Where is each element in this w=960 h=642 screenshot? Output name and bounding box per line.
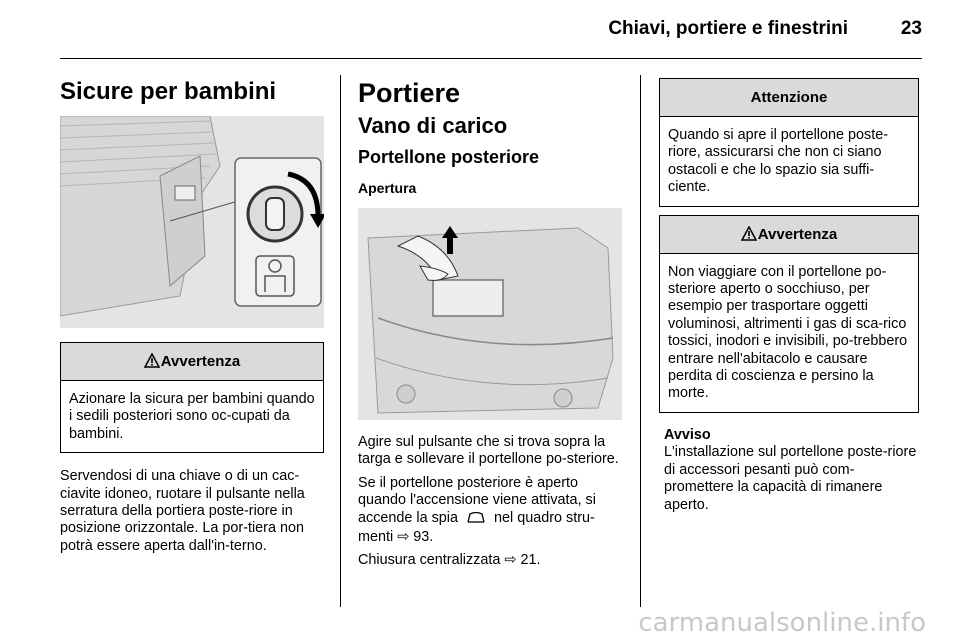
attention-box (659, 78, 919, 207)
warning-text: Non viaggiare con il portellone po-steriore aperto o socchiuso, per esempio per trasportare oggetti voluminosi, altrimenti i gas di sca-rico tossici, inodori e invisibili, po-trebbero entrare nell'abitacolo e causare perdita di coscienza e persino la morte. (668, 263, 908, 402)
section-heading: Portiere (358, 78, 461, 108)
page-number: 23 (900, 18, 922, 39)
attention-box-header: Attenzione (660, 79, 918, 117)
minor-heading: Apertura (358, 180, 417, 196)
page-header-title: Chiavi, portiere e finestrini (608, 18, 848, 39)
page-ref-icon: ⇨ (504, 552, 517, 569)
warning-box-header (61, 343, 323, 381)
warning-text: Azionare la sicura per bambini quando i sedili posteriori sono oc-cupati da bambini. (69, 391, 315, 442)
warning-box-header (660, 216, 918, 254)
page-ref[interactable]: 93. (413, 529, 434, 546)
body-text: Chiusura centralizzata (358, 552, 501, 569)
left-column (60, 70, 324, 561)
tailgate-illustration (358, 208, 622, 420)
subsubsection-heading: Portellone posteriore (358, 147, 540, 167)
warning-triangle-icon (144, 345, 160, 382)
body-paragraph-warning-light (358, 475, 622, 547)
page-ref[interactable]: 21. (520, 552, 541, 569)
tailgate-drawing (358, 208, 622, 420)
warning-box (60, 342, 324, 453)
column-divider (340, 75, 341, 607)
warning-box-title: Avvertenza (757, 225, 838, 243)
attention-box-body (660, 117, 918, 206)
warning-box-title: Avvertenza (160, 353, 241, 370)
body-paragraph (358, 552, 622, 569)
body-text: Se il portellone posteriore è aperto quando l'accensione viene attivata, si accende la spia (358, 474, 596, 526)
note-block (659, 427, 919, 514)
middle-column (358, 70, 622, 576)
note-text: L'installazione sul portellone poste-riore di accessori pesanti può com-promettere la capacità di rimanere aperto. (664, 444, 917, 513)
body-paragraph: Servendosi di una chiave o di un cac-ciavite idoneo, ruotare il pulsante nella serratura della portiera poste-riore in posizione orizzontale. La por-tiera non potrà essere aperta dall'in-terno. (60, 468, 305, 554)
warning-triangle-icon (741, 218, 757, 255)
warning-box-body (61, 381, 323, 452)
note-title: Avviso (664, 426, 711, 443)
warning-box (659, 215, 919, 413)
tailgate-warning-light-icon (466, 510, 486, 529)
right-column (659, 78, 919, 520)
child-lock-illustration (60, 116, 324, 328)
watermark: carmanualsonline.info (638, 608, 926, 638)
warning-box-body (660, 254, 918, 412)
header-rule (60, 58, 922, 59)
body-paragraph: Agire sul pulsante che si trova sopra la targa e sollevare il portellone po-steriore. (358, 434, 619, 468)
child-lock-drawing (60, 116, 324, 328)
section-heading: Sicure per bambini (60, 78, 277, 105)
column-divider (640, 75, 641, 607)
subsection-heading: Vano di carico (358, 113, 508, 138)
page-ref-icon: ⇨ (397, 529, 410, 546)
attention-text: Quando si apre il portellone poste-riore, assicurarsi che non ci siano ostacoli e che lo spazio sia suffi-ciente. (668, 127, 888, 196)
body-text: nel quadro stru-menti (358, 509, 595, 546)
